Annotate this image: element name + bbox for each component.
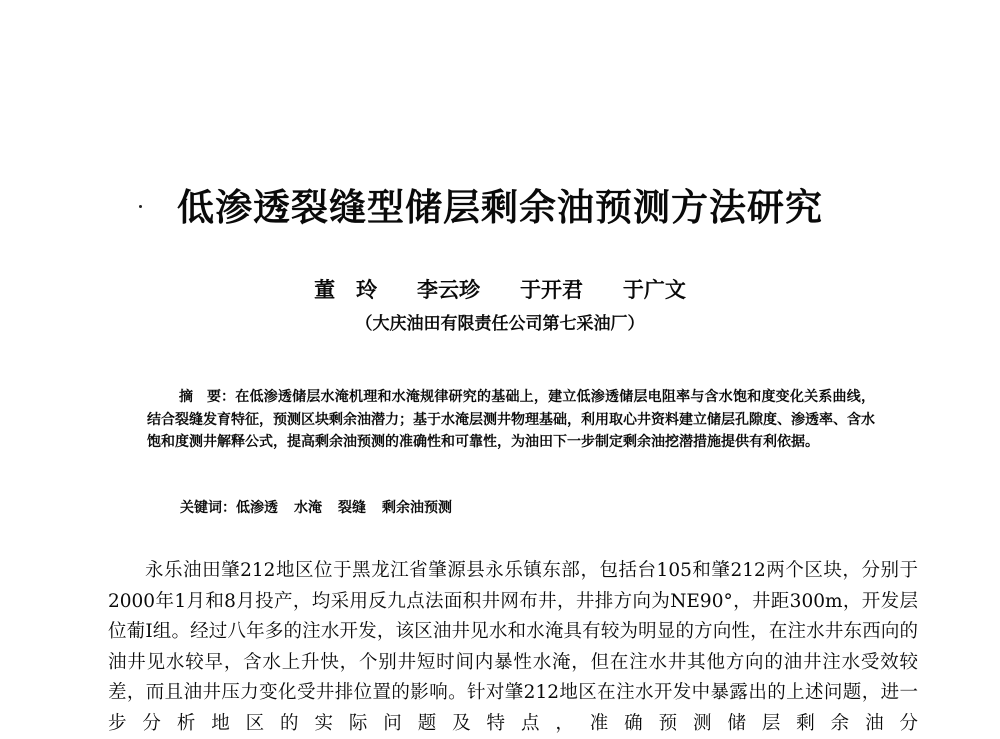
keyword: 裂缝: [338, 500, 366, 516]
body-paragraph: 永乐油田肇212地区位于黑龙江省肇源县永乐镇东部，包括台105和肇212两个区块，分别于2000年1月和8月投产，均采用反九点法面积井网布井，井排方向为NE90°，井距300m，开发层位葡Ⅰ组。经过八年多的注水开发，该区油井见水和水淹具有较为明显的方向性，在注水井东西向的油井见水较早，含水上升快，个别井短时间内暴性水淹，但在注水井其他方向的油井注水受效较差，而且油井压力变化受井排位置的影响。针对肇212地区在注水开发中暴露出的上述问题，进一步分析地区的实际问题及特点，准确预测储层剩余油分: [108, 560, 918, 734]
abstract-label: 摘 要：: [179, 389, 235, 405]
keywords-label: 关键词：: [180, 500, 236, 516]
keyword: 水淹: [294, 500, 322, 516]
author-name: 于广文: [622, 277, 686, 302]
keywords: [180, 497, 880, 519]
author-affiliation: （大庆油田有限责任公司第七采油厂）: [355, 314, 645, 334]
body-text: [108, 556, 918, 739]
author-name: 于开君: [519, 277, 583, 302]
paper-title: 低渗透裂缝型储层剩余油预测方法研究: [177, 186, 823, 229]
keyword: 剩余油预测: [382, 500, 452, 516]
author-name: 李云珍: [417, 277, 481, 302]
abstract: [147, 386, 875, 454]
abstract-text: 在低渗透储层水淹机理和水淹规律研究的基础上，建立低渗透储层电阻率与含水饱和度变化关系曲线，结合裂缝发育特征，预测区块剩余油潜力；基于水淹层测井物理基础，利用取心井资料建立储层孔隙度、渗透率、含水饱和度测井解释公式，提高剩余油预测的准确性和可靠性，为油田下一步制定剩余油挖潜措施提供有利依据。: [147, 389, 875, 450]
keyword: 低渗透: [236, 500, 278, 516]
author-list: [0, 276, 1000, 304]
author-name: 董 玲: [314, 277, 378, 302]
